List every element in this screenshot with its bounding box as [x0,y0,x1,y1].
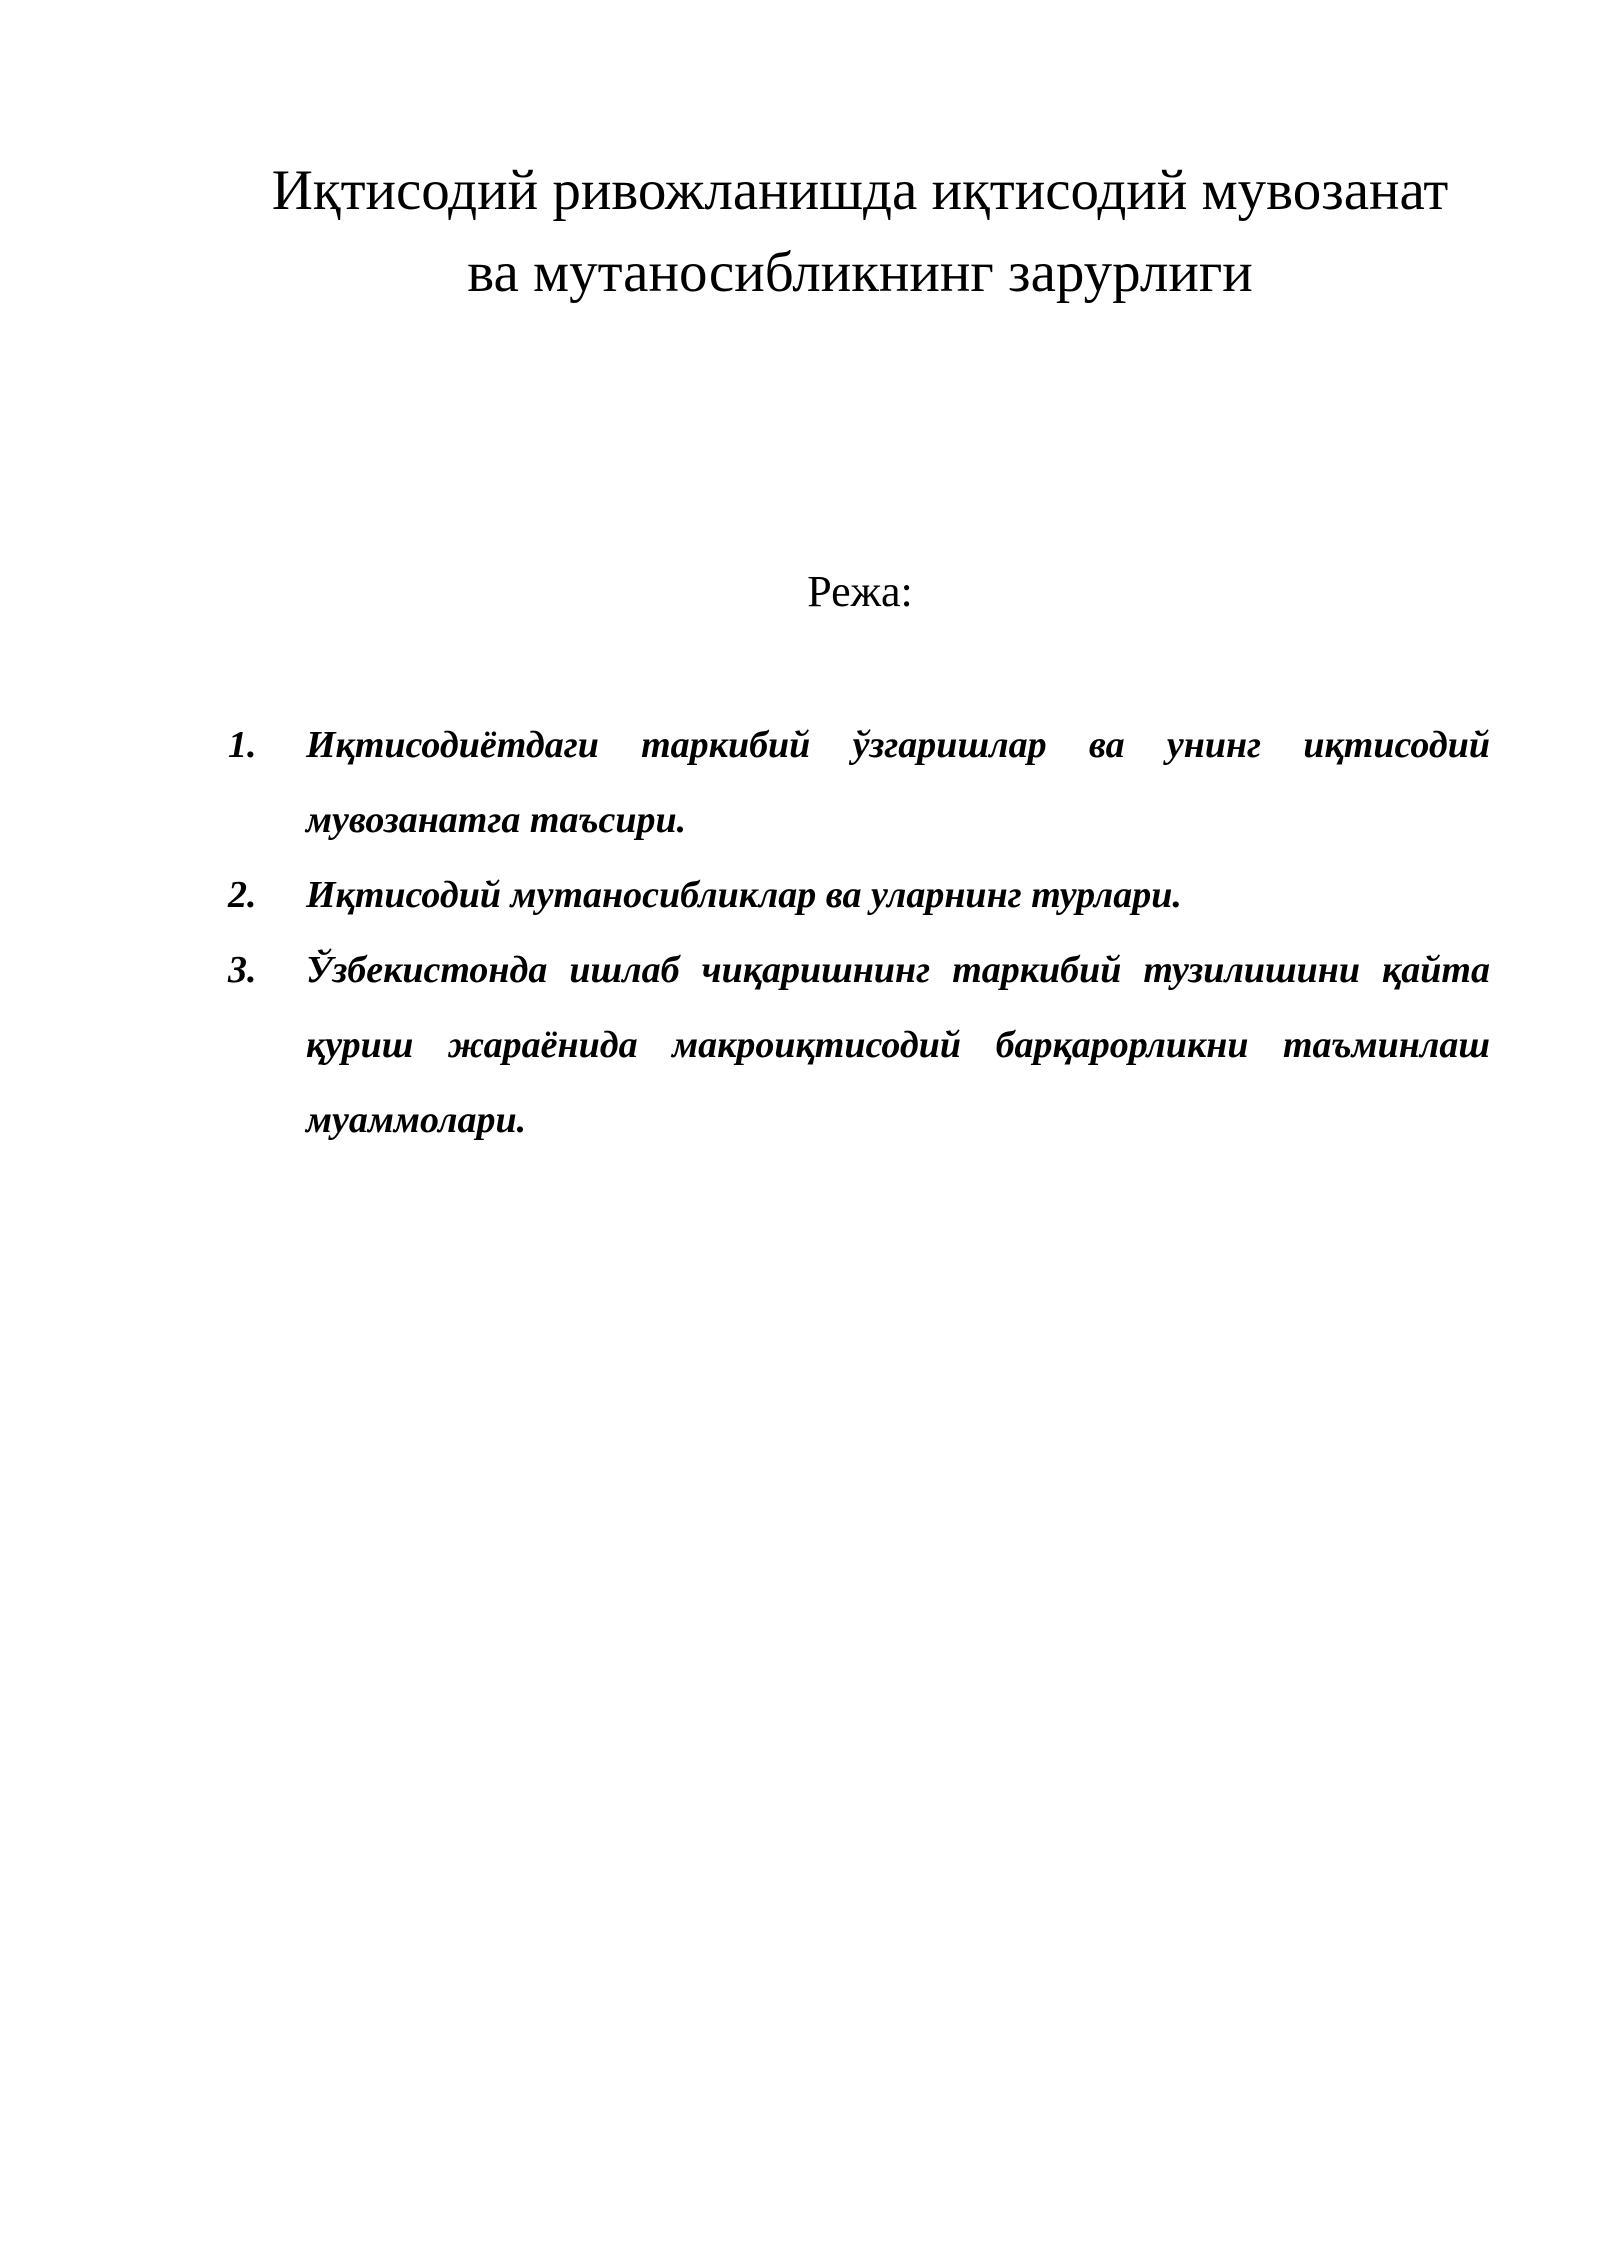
plan-item-text: Иқтисодий мутаносибликлар ва уларнинг турлари. [306,874,1182,916]
plan-heading: Режа: [807,567,913,616]
plan-item-number: 2. [228,874,257,916]
plan-item-2 [228,858,1490,933]
title-line-1: Иқтисодий ривожланишда иқтисодий мувозанат [271,159,1449,222]
plan-list [228,708,1490,1158]
plan-item-1 [228,708,1490,858]
document-title [200,150,1520,314]
plan-item-text: Иқтисодиётдаги таркибий ўзгаришлар ва унинг иқтисодий мувозанатга таъсири. [306,724,1490,841]
plan-item-3 [228,933,1490,1158]
plan-item-number: 1. [228,724,257,766]
plan-item-text: Ўзбекистонда ишлаб чиқаришнинг таркибий тузилишини қайта қуриш жараёнида макроиқтисодий барқарорликни таъминлаш муаммолари. [306,949,1490,1141]
plan-item-number: 3. [228,949,257,991]
title-line-2: ва мутаносибликнинг зарурлиги [467,241,1253,304]
